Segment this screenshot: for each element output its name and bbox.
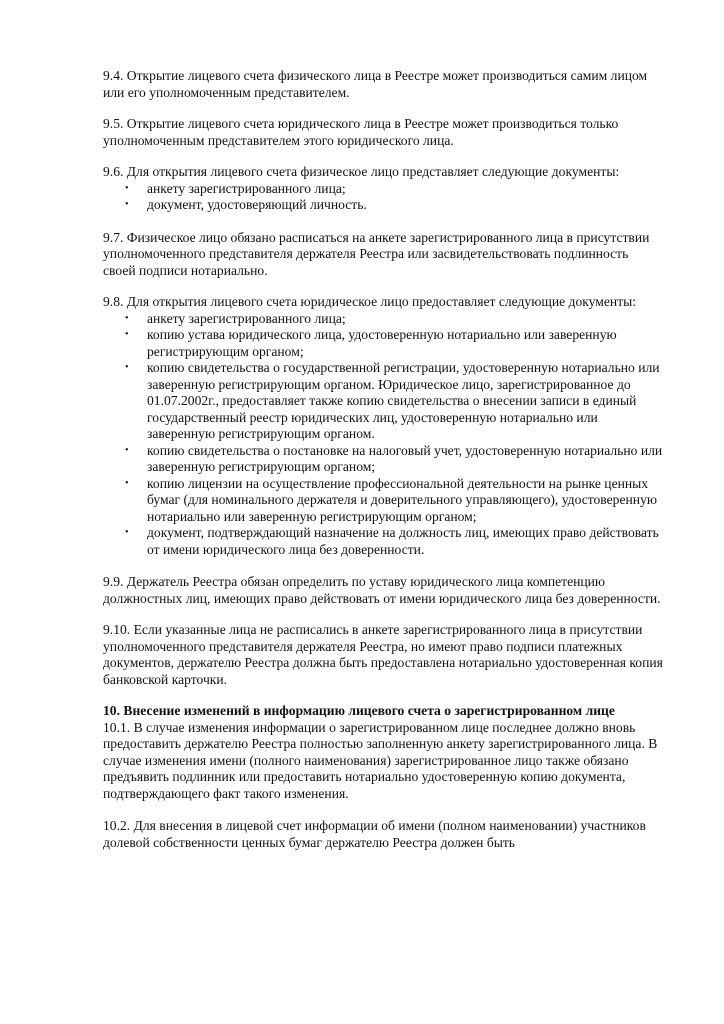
list-item-text: копию устава юридического лица, удостоверенную нотариально или заверенную регистрирующим органом; [147, 327, 617, 359]
list-item-text: анкету зарегистрированного лица; [147, 180, 346, 196]
paragraph-9-9: 9.9. Держатель Реестра обязан определить по уставу юридического лица компетенцию должностных лиц, имеющих право действовать от имени юридического лица без доверенности. [103, 574, 661, 606]
list-item-text: документ, подтверждающий назначение на должность лиц, имеющих право действовать от имени юридического лица без доверенности. [147, 525, 659, 557]
paragraph-9-7: 9.7. Физическое лицо обязано расписаться на анкете зарегистрированного лица в присутствии уполномоченного представителя держателя Реестра или засвидетельствовать подлинность своей подписи нотариально. [103, 229, 650, 278]
paragraph-9-4: 9.4. Открытие лицевого счета физического лица в Реестре может производиться самим лицом или его уполномоченным представителем. [103, 68, 648, 100]
paragraph-9-6-intro: 9.6. Для открытия лицевого счета физическое лицо представляет следующие документы: [103, 164, 620, 179]
list-item [125, 180, 663, 198]
list-item [125, 197, 663, 214]
bullet-icon: • [125, 527, 129, 538]
paragraph-10-2: 10.2. Для внесения в лицевой счет информации об имени (полном наименовании) участников долевой собственности ценных бумаг держателю Реестра должен быть [103, 818, 646, 850]
list-item [125, 475, 663, 526]
paragraph-9-10: 9.10. Если указанные лица не расписались в анкете зарегистрированного лица в присутствии уполномоченного представителя держателя Реестра, но имеют право подписи платежных документов, держателю Реестра должна быть предоставлена нотариально удостоверенная копия банковской карточки. [103, 622, 663, 687]
list-item-text: копию лицензии на осуществление профессиональной деятельности на рынке ценных бумаг (для номинального держателя и доверительного управляющего), удостоверенную нотариально или заверенную регистрирующим органом; [147, 475, 658, 524]
list-9-6 [103, 181, 663, 214]
section-10 [103, 703, 663, 802]
section-10-heading: 10. Внесение изменений в информацию лицевого счета о зарегистрированном лице [103, 703, 615, 718]
bullet-icon: • [125, 182, 129, 194]
list-item-text: документ, удостоверяющий личность. [147, 197, 367, 212]
paragraph-10-1: 10.1. В случае изменения информации о зарегистрированном лице последнее должно вновь предоставить держателю Реестра полностью заполненную анкету зарегистрированного лица. В случае изменения имени (полного наименования) зарегистрированное лицо также обязано предъявить подлинник или предоставить нотариально удостоверенную копию документа, подтверждающего факт такого изменения. [103, 719, 658, 801]
paragraph-9-6 [103, 164, 663, 214]
paragraph-9-8 [103, 294, 663, 558]
list-item [125, 327, 663, 360]
list-item [125, 525, 663, 558]
bullet-icon: • [125, 329, 129, 340]
paragraph-9-8-intro: 9.8. Для открытия лицевого счета юридическое лицо предоставляет следующие документы: [103, 294, 637, 309]
bullet-icon: • [125, 362, 129, 373]
list-item [125, 310, 663, 328]
bullet-icon: • [125, 444, 129, 456]
list-item [125, 360, 663, 443]
bullet-icon: • [125, 477, 129, 489]
list-item-text: копию свидетельства о государственной регистрации, удостоверенную нотариально или заверенную регистрирующим органом. Юридическое лицо, зарегистрированное до 01.07.2002г., предоставляет также копию свидетельства о внесении записи в единый государственный реестр юридических лиц, удостоверенную нотариально или заверенную регистрирующим органом. [147, 360, 660, 441]
list-9-8 [103, 311, 663, 559]
bullet-icon: • [125, 199, 129, 210]
paragraph-9-5: 9.5. Открытие лицевого счета юридического лица в Реестре может производиться только уполномоченным представителем этого юридического лица. [103, 116, 619, 148]
list-item-text: анкету зарегистрированного лица; [147, 310, 346, 326]
bullet-icon: • [125, 312, 129, 324]
list-item [125, 442, 663, 476]
list-item-text: копию свидетельства о постановке на налоговый учет, удостоверенную нотариально или заверенную регистрирующим органом; [147, 442, 663, 474]
document-page [103, 68, 663, 866]
